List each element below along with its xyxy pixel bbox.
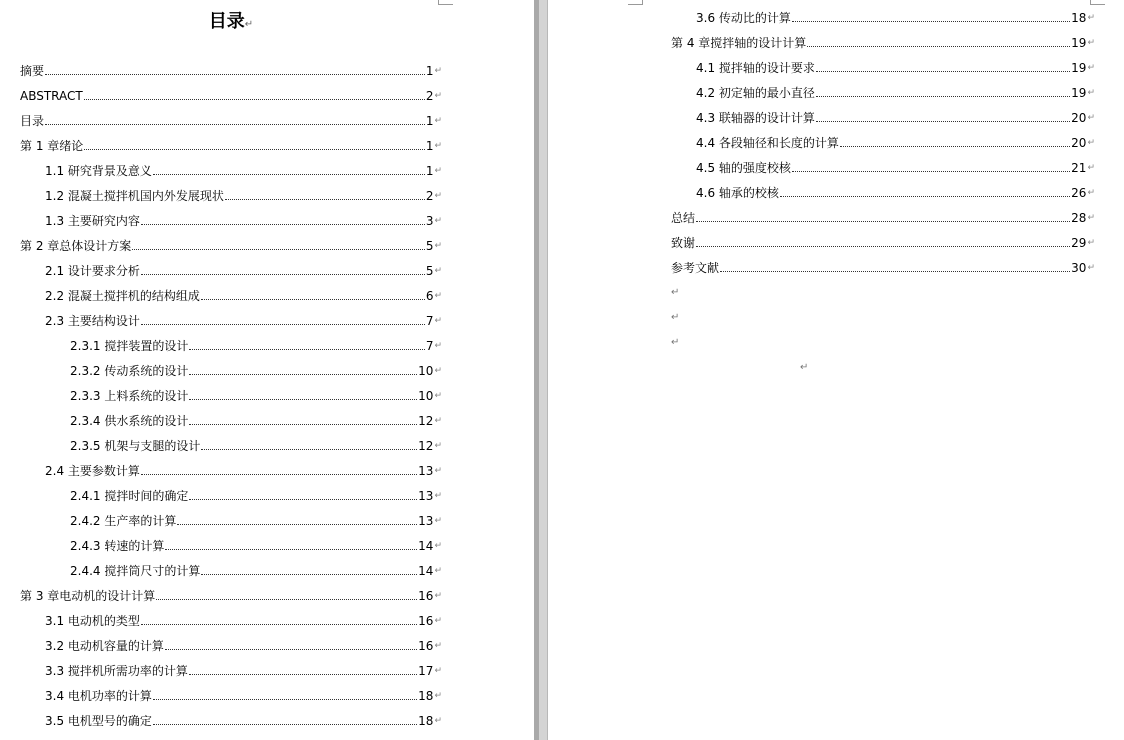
toc-dot-leader	[84, 99, 425, 100]
toc-dot-leader	[189, 349, 424, 350]
toc-entry-title: 总结	[671, 211, 696, 225]
toc-dot-leader	[153, 699, 417, 700]
toc-entry-page-number: 5	[425, 264, 434, 278]
toc-entry[interactable]	[696, 182, 1095, 200]
toc-dot-leader	[201, 574, 417, 575]
toc-dot-leader	[189, 374, 417, 375]
toc-entry[interactable]	[70, 510, 442, 528]
toc-entry-title: 1.1 研究背景及意义	[45, 164, 152, 178]
toc-entry-page-number: 18	[418, 689, 434, 703]
toc-dot-leader	[225, 199, 425, 200]
toc-dot-leader	[156, 599, 417, 600]
toc-entry-page-number: 26	[1071, 186, 1087, 200]
toc-entry-page-number: 13	[418, 464, 434, 478]
toc-entry-page-number: 19	[1071, 36, 1087, 50]
paragraph-mark-icon: ↵	[434, 591, 442, 601]
toc-entry[interactable]	[45, 660, 442, 678]
toc-entry-page-number: 19	[1071, 86, 1087, 100]
toc-dot-leader	[189, 674, 417, 675]
paragraph-mark-icon: ↵	[434, 116, 442, 126]
toc-entry-page-number: 21	[1071, 161, 1087, 175]
toc-dot-leader	[201, 299, 425, 300]
empty-paragraph[interactable]: ↵	[671, 287, 680, 298]
toc-entry-page-number: 10	[418, 364, 434, 378]
toc-entry-title: 4.6 轴承的校核	[696, 186, 779, 200]
paragraph-mark-icon: ↵	[434, 316, 442, 326]
paragraph-mark-icon: ↵	[434, 416, 442, 426]
toc-entry-page-number: 1	[425, 64, 434, 78]
toc-entry-page-number: 2	[425, 189, 434, 203]
toc-dot-leader	[189, 424, 417, 425]
toc-entry[interactable]	[20, 585, 442, 603]
page-corner-mark	[628, 0, 643, 5]
toc-entry[interactable]	[20, 85, 442, 103]
paragraph-mark-icon: ↵	[1087, 263, 1095, 273]
paragraph-mark-icon: ↵	[434, 141, 442, 151]
toc-dot-leader	[816, 96, 1070, 97]
paragraph-mark-icon: ↵	[1087, 213, 1095, 223]
toc-entry-page-number: 1	[425, 114, 434, 128]
paragraph-mark-icon: ↵	[434, 441, 442, 451]
toc-entry[interactable]	[671, 232, 1095, 250]
toc-dot-leader	[720, 271, 1070, 272]
paragraph-mark-icon: ↵	[244, 19, 254, 30]
paragraph-mark-icon: ↵	[1087, 63, 1095, 73]
paragraph-mark-icon: ↵	[434, 266, 442, 276]
toc-entry-title: 2.3.1 搅拌装置的设计	[70, 339, 189, 353]
toc-entry-title: 4.3 联轴器的设计计算	[696, 111, 815, 125]
toc-entry-title: 第 1 章绪论	[20, 139, 84, 153]
toc-entry-page-number: 28	[1071, 211, 1087, 225]
toc-dot-leader	[165, 649, 417, 650]
toc-entry-page-number: 2	[425, 89, 434, 103]
toc-entry[interactable]	[45, 710, 442, 728]
paragraph-mark-icon: ↵	[434, 191, 442, 201]
toc-entry-title: 参考文献	[671, 261, 720, 275]
toc-entry-title: 3.3 搅拌机所需功率的计算	[45, 664, 188, 678]
toc-entry-title: 目录	[20, 114, 45, 128]
toc-dot-leader	[153, 724, 417, 725]
toc-entry-page-number: 3	[425, 214, 434, 228]
toc-entry-title: 2.3.5 机架与支腿的设计	[70, 439, 201, 453]
toc-entry-title: 3.5 电机型号的确定	[45, 714, 152, 728]
toc-entry-title: 2.4 主要参数计算	[45, 464, 140, 478]
paragraph-mark-icon: ↵	[1087, 163, 1095, 173]
paragraph-mark-icon: ↵	[434, 391, 442, 401]
paragraph-mark-icon: ↵	[434, 666, 442, 676]
toc-entry-page-number: 10	[418, 389, 434, 403]
toc-dot-leader	[696, 246, 1070, 247]
toc-entry-page-number: 20	[1071, 111, 1087, 125]
toc-entry-title: 摘要	[20, 64, 45, 78]
toc-entry[interactable]	[696, 7, 1095, 25]
paragraph-mark-icon: ↵	[1087, 238, 1095, 248]
toc-entry-title: 2.3 主要结构设计	[45, 314, 140, 328]
toc-entry-page-number: 18	[1071, 11, 1087, 25]
toc-dot-leader	[141, 324, 425, 325]
toc-dot-leader	[792, 171, 1070, 172]
toc-dot-leader	[816, 71, 1070, 72]
empty-paragraph[interactable]: ↵	[800, 362, 809, 373]
toc-dot-leader	[780, 196, 1070, 197]
paragraph-mark-icon: ↵	[434, 716, 442, 726]
toc-entry-page-number: 1	[425, 139, 434, 153]
paragraph-mark-icon: ↵	[434, 241, 442, 251]
toc-entry[interactable]	[70, 410, 442, 428]
paragraph-mark-icon: ↵	[1087, 88, 1095, 98]
toc-entry[interactable]	[45, 610, 442, 628]
page-corner-mark	[438, 0, 453, 5]
toc-entry[interactable]	[45, 160, 442, 178]
toc-entry-title: 3.4 电机功率的计算	[45, 689, 152, 703]
toc-entry[interactable]	[671, 207, 1095, 225]
toc-entry-title: 1.2 混凝土搅拌机国内外发展现状	[45, 189, 224, 203]
toc-entry-title: 3.6 传动比的计算	[696, 11, 791, 25]
toc-entry-page-number: 18	[418, 714, 434, 728]
toc-entry-page-number: 14	[418, 539, 434, 553]
toc-entry[interactable]	[696, 157, 1095, 175]
toc-entry-title: 3.1 电动机的类型	[45, 614, 140, 628]
toc-heading-text: 目录	[208, 11, 245, 32]
toc-entry-title: ABSTRACT	[20, 89, 83, 103]
toc-dot-leader	[45, 124, 425, 125]
toc-entry[interactable]	[20, 235, 442, 253]
toc-entry-page-number: 7	[425, 339, 434, 353]
toc-entry[interactable]	[45, 310, 442, 328]
toc-entry-title: 3.2 电动机容量的计算	[45, 639, 164, 653]
toc-entry[interactable]	[70, 335, 442, 353]
paragraph-mark-icon: ↵	[434, 216, 442, 226]
toc-entry[interactable]	[45, 285, 442, 303]
toc-dot-leader	[696, 221, 1070, 222]
paragraph-mark-icon: ↵	[434, 66, 442, 76]
toc-entry-title: 4.4 各段轴径和长度的计算	[696, 136, 839, 150]
toc-entry-title: 第 2 章总体设计方案	[20, 239, 132, 253]
toc-entry[interactable]	[45, 460, 442, 478]
toc-entry[interactable]	[45, 185, 442, 203]
toc-entry-page-number: 29	[1071, 236, 1087, 250]
toc-entry-page-number: 16	[418, 639, 434, 653]
empty-paragraph[interactable]: ↵	[671, 337, 680, 348]
toc-entry[interactable]	[696, 107, 1095, 125]
toc-entry-title: 致谢	[671, 236, 696, 250]
toc-dot-leader	[141, 274, 425, 275]
toc-entry[interactable]	[45, 260, 442, 278]
paragraph-mark-icon: ↵	[434, 341, 442, 351]
paragraph-mark-icon: ↵	[1087, 188, 1095, 198]
toc-entry-title: 2.2 混凝土搅拌机的结构组成	[45, 289, 200, 303]
toc-entry-page-number: 20	[1071, 136, 1087, 150]
toc-entry-title: 4.2 初定轴的最小直径	[696, 86, 815, 100]
page-gutter	[534, 0, 548, 740]
paragraph-mark-icon: ↵	[434, 366, 442, 376]
toc-entry[interactable]	[70, 535, 442, 553]
toc-entry-page-number: 5	[425, 239, 434, 253]
empty-paragraph[interactable]: ↵	[671, 312, 680, 323]
toc-entry-title: 2.3.2 传动系统的设计	[70, 364, 189, 378]
page-corner-mark	[1090, 0, 1105, 5]
toc-entry-title: 4.5 轴的强度校核	[696, 161, 791, 175]
paragraph-mark-icon: ↵	[434, 541, 442, 551]
toc-entry-page-number: 17	[418, 664, 434, 678]
toc-entry[interactable]	[696, 132, 1095, 150]
toc-entry-title: 4.1 搅拌轴的设计要求	[696, 61, 815, 75]
toc-entry-title: 2.3.3 上料系统的设计	[70, 389, 189, 403]
toc-entry-page-number: 13	[418, 489, 434, 503]
toc-dot-leader	[201, 449, 417, 450]
toc-entry[interactable]	[20, 135, 442, 153]
toc-entry-page-number: 16	[418, 614, 434, 628]
toc-entry-title: 2.4.3 转速的计算	[70, 539, 165, 553]
toc-entry-page-number: 14	[418, 564, 434, 578]
toc-entry-title: 2.4.1 搅拌时间的确定	[70, 489, 189, 503]
paragraph-mark-icon: ↵	[434, 91, 442, 101]
toc-entry[interactable]	[45, 635, 442, 653]
toc-entry-title: 2.4.4 搅拌筒尺寸的计算	[70, 564, 201, 578]
paragraph-mark-icon: ↵	[434, 516, 442, 526]
toc-entry[interactable]	[696, 57, 1095, 75]
toc-entry-title: 1.3 主要研究内容	[45, 214, 140, 228]
toc-entry-title: 2.4.2 生产率的计算	[70, 514, 177, 528]
paragraph-mark-icon: ↵	[434, 166, 442, 176]
toc-dot-leader	[189, 399, 417, 400]
toc-dot-leader	[189, 499, 417, 500]
toc-dot-leader	[141, 224, 425, 225]
toc-dot-leader	[141, 474, 417, 475]
toc-entry[interactable]	[20, 60, 442, 78]
paragraph-mark-icon: ↵	[434, 566, 442, 576]
toc-heading[interactable]	[20, 10, 442, 37]
toc-entry-page-number: 30	[1071, 261, 1087, 275]
paragraph-mark-icon: ↵	[1087, 38, 1095, 48]
toc-entry[interactable]	[70, 385, 442, 403]
toc-dot-leader	[45, 74, 425, 75]
toc-entry[interactable]	[696, 82, 1095, 100]
toc-entry[interactable]	[70, 435, 442, 453]
toc-entry[interactable]	[671, 257, 1095, 275]
toc-entry[interactable]	[45, 210, 442, 228]
paragraph-mark-icon: ↵	[434, 641, 442, 651]
toc-dot-leader	[141, 624, 417, 625]
toc-entry-page-number: 13	[418, 514, 434, 528]
toc-entry-page-number: 16	[418, 589, 434, 603]
toc-entry[interactable]	[671, 32, 1095, 50]
toc-entry-title: 第 4 章搅拌轴的设计计算	[671, 36, 807, 50]
toc-entry-page-number: 7	[425, 314, 434, 328]
toc-dot-leader	[177, 524, 417, 525]
toc-entry[interactable]	[70, 360, 442, 378]
document-page-right	[548, 0, 1124, 740]
toc-dot-leader	[792, 21, 1070, 22]
toc-dot-leader	[132, 249, 425, 250]
paragraph-mark-icon: ↵	[434, 616, 442, 626]
toc-entry[interactable]	[70, 560, 442, 578]
toc-dot-leader	[807, 46, 1070, 47]
toc-entry-page-number: 1	[425, 164, 434, 178]
toc-entry-title: 2.3.4 供水系统的设计	[70, 414, 189, 428]
toc-entry[interactable]	[20, 110, 442, 128]
toc-entry-title: 第 3 章电动机的设计计算	[20, 589, 156, 603]
toc-dot-leader	[816, 121, 1070, 122]
paragraph-mark-icon: ↵	[434, 466, 442, 476]
document-page-left	[0, 0, 534, 740]
toc-dot-leader	[84, 149, 425, 150]
toc-entry-page-number: 12	[418, 439, 434, 453]
toc-entry[interactable]	[45, 685, 442, 703]
toc-entry-page-number: 6	[425, 289, 434, 303]
toc-entry-page-number: 12	[418, 414, 434, 428]
toc-entry-title: 2.1 设计要求分析	[45, 264, 140, 278]
paragraph-mark-icon: ↵	[434, 691, 442, 701]
paragraph-mark-icon: ↵	[434, 291, 442, 301]
paragraph-mark-icon: ↵	[1087, 13, 1095, 23]
toc-dot-leader	[840, 146, 1070, 147]
toc-dot-leader	[153, 174, 425, 175]
paragraph-mark-icon: ↵	[1087, 138, 1095, 148]
paragraph-mark-icon: ↵	[434, 491, 442, 501]
toc-entry-page-number: 19	[1071, 61, 1087, 75]
toc-dot-leader	[165, 549, 417, 550]
toc-entry[interactable]	[70, 485, 442, 503]
paragraph-mark-icon: ↵	[1087, 113, 1095, 123]
